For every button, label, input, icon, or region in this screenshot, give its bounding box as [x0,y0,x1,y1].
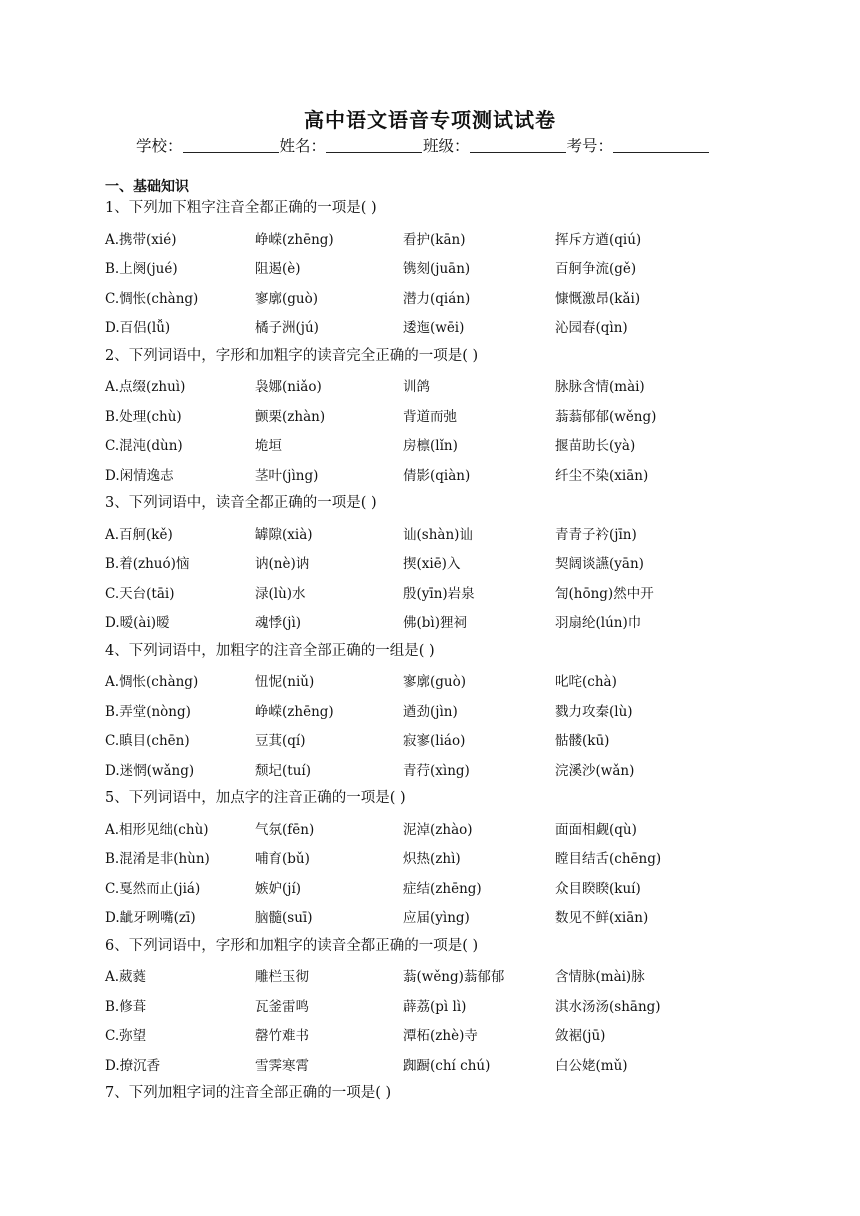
option-term: 数见不鲜(xiān) [555,910,649,926]
page-title: 高中语文语音专项测试试卷 [304,108,556,132]
option-term: B.修葺 [105,998,147,1015]
option-term: 哺育(bǔ) [255,851,310,867]
option-term: 峥嵘(zhēng) [255,703,334,720]
option-term: 讪(shàn)讪 [403,526,473,543]
option-term: D.暧(ài)暧 [105,615,170,631]
option-term: 症结(zhēng) [403,880,482,897]
option-term: C.弥望 [105,1028,147,1044]
option-term: C.混沌(dùn) [105,438,183,454]
option-term: A.百舸(kě) [105,526,173,543]
option-term: 叱咤(chà) [555,674,617,690]
section-heading: 一、基础知识 [105,179,189,195]
option-term: 垝垣 [255,438,282,454]
option-term: 慷慨激昂(kǎi) [555,290,641,307]
option-term: 瓦釜雷鸣 [255,998,309,1015]
option-term: C.惆怅(chàng) [105,290,199,307]
option-term: 浣溪沙(wǎn) [555,762,635,779]
option-term: 泥淖(zhào) [403,821,473,838]
option-term: 契阔谈讌(yān) [555,556,644,572]
option-term: 沁园春(qìn) [555,320,628,336]
option-term: 袅娜(niǎo) [255,379,322,395]
option-term: B.上阕(jué) [105,261,178,277]
question-stem: 1、下列加下粗字注音全都正确的一项是( ) [105,200,377,216]
option-term: 遒劲(jìn) [403,703,458,720]
option-term: 寥廓(guò) [255,290,318,307]
option-term: 镌刻(juān) [403,261,471,277]
option-term: A.相形见绌(chù) [105,821,209,838]
option-term: B.弄堂(nòng) [105,703,191,720]
option-term: 白公姥(mǔ) [555,1057,628,1074]
question-stem: 4、下列词语中，加粗字的注音全部正确的一组是( ) [105,642,435,659]
option-term: 寥廓(guò) [403,674,466,690]
option-term: 嫉妒(jí) [255,880,302,897]
class-blank[interactable] [470,136,566,153]
option-term: 罄竹难书 [255,1028,309,1044]
option-term: 薜荔(pì lì) [403,998,467,1015]
option-term: 蓊蓊郁郁(wěng) [555,408,657,425]
option-term: 应届(yìng) [403,910,470,926]
option-term: 訇(hōng)然中开 [555,585,654,602]
option-term: 淇水汤汤(shāng) [555,998,661,1015]
option-term: 茎叶(jìng) [255,467,319,484]
option-term: D.龇牙咧嘴(zī) [105,910,196,926]
option-term: 脑髓(suī) [255,910,313,926]
option-term: B.着(zhuó)恼 [105,556,190,572]
option-term: 倩影(qiàn) [403,467,471,484]
option-term: 敛裾(jū) [555,1028,606,1044]
option-term: 看护(kān) [403,231,466,248]
option-term: 佛(bì)狸祠 [403,615,467,631]
option-term: 房檩(lǐn) [403,438,458,454]
option-term: 颓圮(tuí) [255,762,311,779]
option-term: 逶迤(wēi) [403,320,465,336]
option-term: 众目睽睽(kuí) [555,880,641,897]
question-stem: 5、下列词语中，加点字的注音正确的一项是( ) [105,790,406,806]
option-term: 羽扇纶(lún)巾 [555,615,642,631]
option-term: 炽热(zhì) [403,851,461,867]
option-term: 豆萁(qí) [255,733,306,749]
option-term: 渌(lù)水 [255,585,306,602]
option-term: B.混淆是非(hùn) [105,851,210,867]
option-term: C.天台(tāi) [105,585,175,602]
option-term: A.携带(xié) [105,231,177,248]
option-term: 殷(yīn)岩泉 [403,585,475,602]
question-stem: 6、下列词语中，字形和加粗字的读音全都正确的一项是( ) [105,937,479,954]
option-term: 魂悸(jì) [255,615,302,631]
option-term: A.葳蕤 [105,969,147,985]
option-term: C.戛然而止(jiá) [105,880,201,897]
option-term: D.迷惘(wǎng) [105,762,195,779]
option-term: 忸怩(niǔ) [255,674,315,690]
school-blank[interactable] [183,136,279,153]
option-term: 雕栏玉彻 [255,969,309,985]
option-term: 讷(nè)讷 [255,556,310,572]
option-term: D.撩沉香 [105,1057,161,1074]
option-term: 颤栗(zhàn) [255,408,326,425]
option-term: 脉脉含情(mài) [555,379,645,395]
option-term: 罅隙(xià) [255,526,313,543]
class-label: 班级： [423,137,470,155]
option-term: 橘子洲(jú) [255,320,319,336]
option-term: 骷髅(kū) [555,733,610,749]
option-term: C.瞋目(chēn) [105,733,190,749]
option-term: 气氛(fēn) [255,821,315,838]
student-info-line [136,134,710,156]
option-term: 潜力(qián) [403,290,471,307]
option-term: 寂寥(liáo) [403,733,466,749]
option-term: 纤尘不染(xiān) [555,467,649,484]
option-term: 阻遏(è) [255,261,301,277]
option-term: 揳(xiē)入 [403,556,461,572]
option-term: 百舸争流(gě) [555,261,637,277]
option-term: D.百侣(lǚ) [105,320,171,336]
option-term: 瞠目结舌(chēng) [555,851,662,867]
option-term: 背道而弛 [403,408,457,425]
option-term: B.处理(chù) [105,408,182,425]
option-term: 峥嵘(zhēng) [255,231,334,248]
option-term: 潭柘(zhè)寺 [403,1028,478,1044]
question-stem: 7、下列加粗字词的注音全部正确的一项是( ) [105,1085,392,1101]
option-term: 面面相觑(qù) [555,821,637,838]
option-term: 青青子衿(jīn) [555,526,637,543]
option-term: 戮力攻秦(lù) [555,703,633,720]
question-stem: 3、下列词语中，读音全都正确的一项是( ) [105,495,377,511]
option-term: A.惆怅(chàng) [105,674,199,690]
option-term: 雪霁寒霄 [255,1057,309,1074]
option-term: 训鸽 [403,379,430,395]
name-blank[interactable] [326,136,422,153]
name-label: 姓名： [279,137,327,155]
school-label: 学校： [136,137,183,155]
question-stem: 2、下列词语中，字形和加粗字的读音完全正确的一项是( ) [105,347,479,364]
option-term: A.点缀(zhuì) [105,379,186,395]
option-term: 踟蹰(chí chú) [403,1057,491,1074]
option-term: 含情脉(mài)脉 [555,969,645,985]
option-term: 青荇(xìng) [403,762,470,779]
option-term: 揠苗助长(yà) [555,438,636,454]
option-term: 蓊(wěng)蓊郁郁 [403,969,505,985]
exam-number-blank[interactable] [613,136,709,153]
option-term: 挥斥方遒(qiú) [555,231,642,248]
exam-number-label: 考号： [566,137,614,155]
option-term: D.闲情逸志 [105,467,174,484]
